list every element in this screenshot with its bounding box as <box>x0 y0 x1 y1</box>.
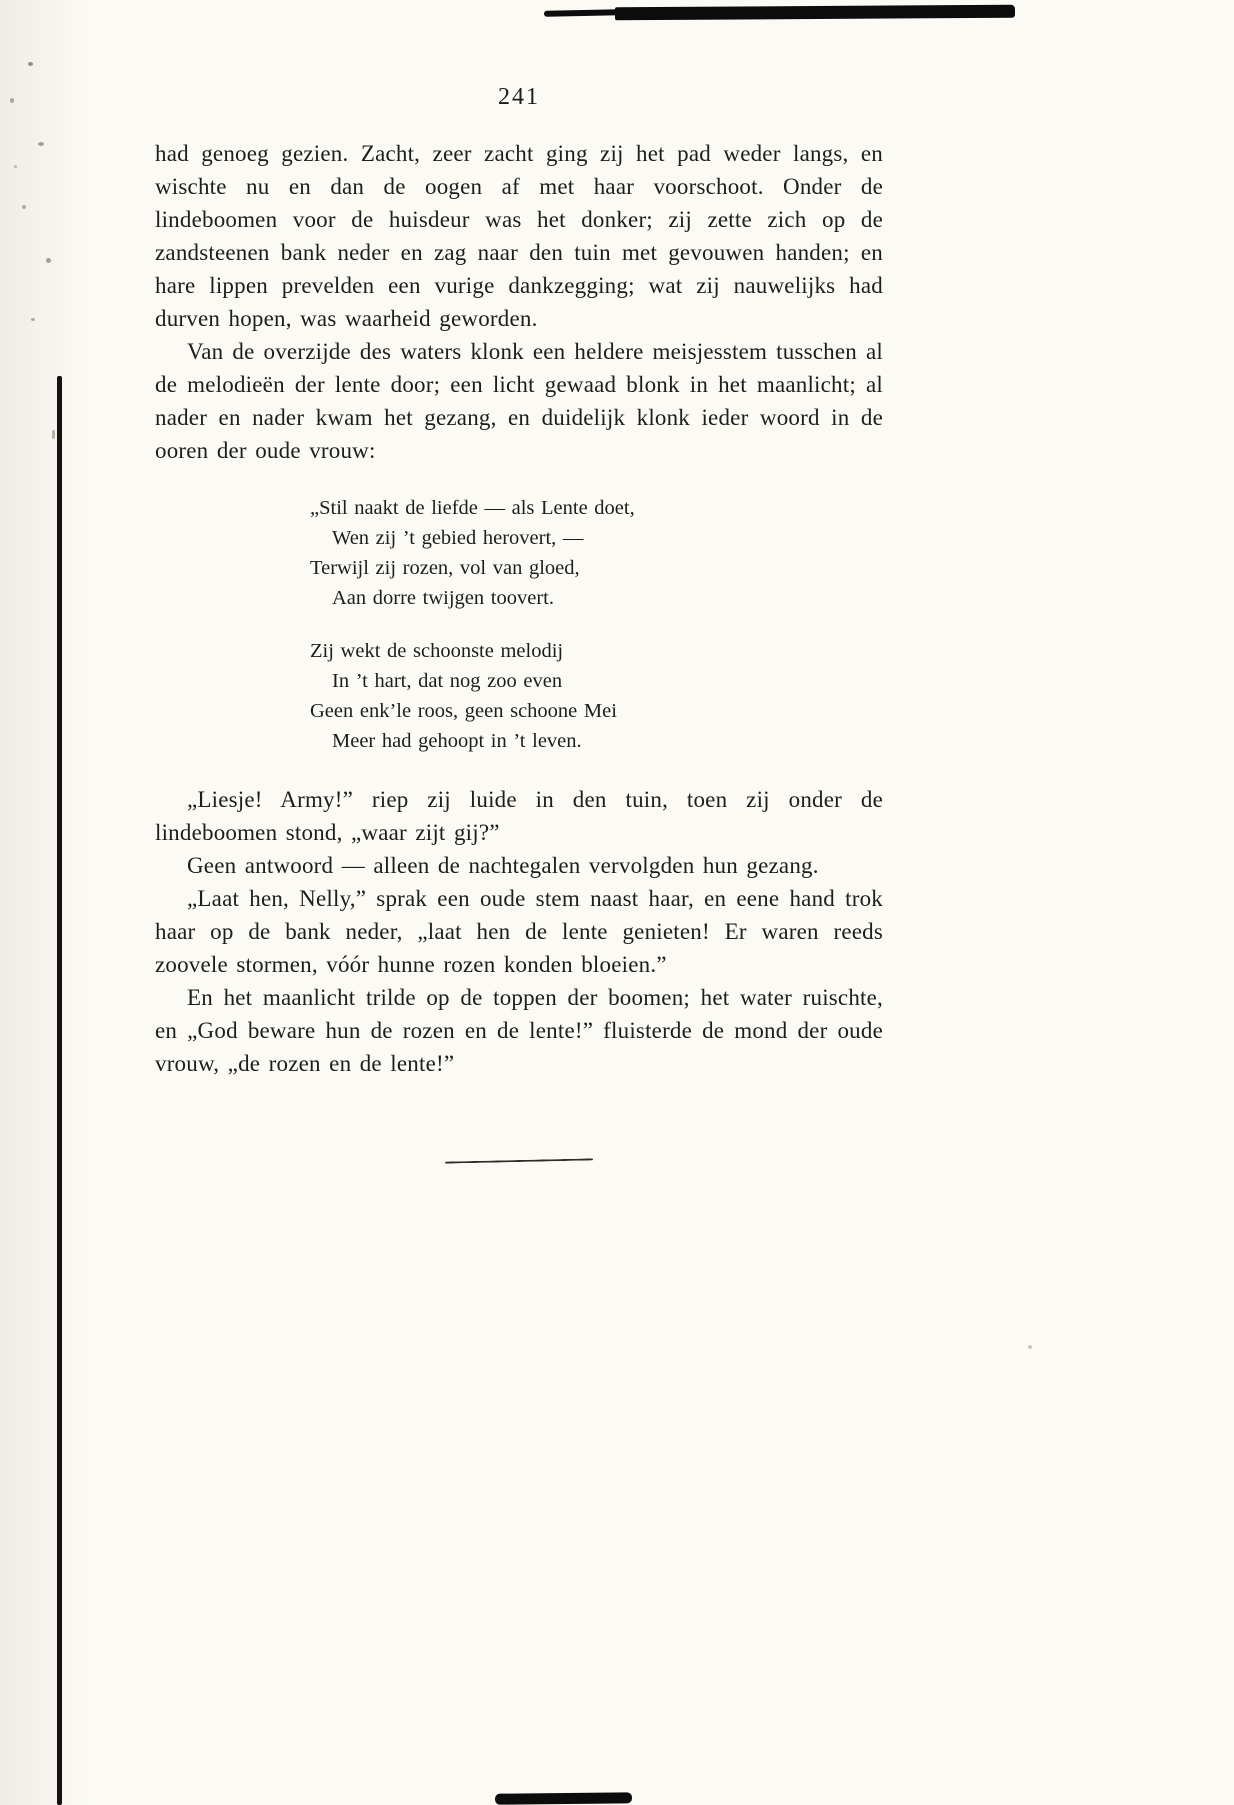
scan-artifact-bottom-smudge <box>495 1792 632 1804</box>
verse-line: Aan dorre twijgen toovert. <box>332 587 554 609</box>
poem-stanza-2 <box>310 636 883 756</box>
scan-speck <box>10 98 14 103</box>
scan-speck <box>52 430 55 439</box>
section-divider <box>445 1158 593 1163</box>
paragraph-4: Geen antwoord — alleen de nachtegalen vervolgden hun gezang. <box>187 853 819 878</box>
scan-artifact-left-edge-line <box>57 376 62 1805</box>
verse-line: Zij wekt de schoonste melodij <box>310 640 564 662</box>
text-block <box>155 84 883 1162</box>
scan-artifact-top-bar <box>615 5 1015 20</box>
verse-line: Wen zij ’t gebied herovert, — <box>332 527 584 549</box>
verse-line: Meer had gehoopt in ’t leven. <box>332 730 582 752</box>
scan-speck <box>31 318 35 321</box>
page-number: 241 <box>498 84 540 110</box>
scan-speck <box>38 142 44 146</box>
paragraph-6: En het maanlicht trilde op de toppen der boomen; het water ruischte, en „God beware hun de rozen en de lente!” fluisterde de mond der oude vrouw, „de rozen en de lente!” <box>155 985 883 1076</box>
paragraph-1: had genoeg gezien. Zacht, zeer zacht ging zij het pad weder langs, en wischte nu en dan de oogen af met haar voorschoot. Onder de lindeboomen voor de huisdeur was het donker; zij zette zich op de zandsteenen bank neder en zag naar den tuin met gevouwen handen; en hare lippen prevelden een vurige dankzegging; wat zij nauwelijks had durven hopen, was waarheid geworden. <box>155 141 883 331</box>
poem-stanza-1 <box>310 493 883 613</box>
paragraph-2: Van de overzijde des waters klonk een heldere meisjesstem tusschen al de melodieën der lente door; een licht gewaad blonk in het maanlicht; al nader en nader kwam het gezang, en duidelijk klonk ieder woord in de ooren der oude vrouw: <box>155 339 883 463</box>
scan-speck <box>28 62 33 66</box>
scan-speck <box>14 165 17 168</box>
verse-line: „Stil naakt de liefde — als Lente doet, <box>310 497 635 519</box>
verse-line: In ’t hart, dat nog zoo even <box>332 670 563 692</box>
scan-artifact-top-bar-tail <box>544 9 622 17</box>
poem <box>310 493 883 756</box>
scan-speck <box>1028 1345 1032 1349</box>
verse-line: Terwijl zij rozen, vol van gloed, <box>310 557 580 579</box>
scan-speck <box>22 205 26 209</box>
verse-line: Geen enk’le roos, geen schoone Mei <box>310 700 617 722</box>
scan-speck <box>46 258 51 263</box>
paragraph-5: „Laat hen, Nelly,” sprak een oude stem naast haar, en eene hand trok haar op de bank neder, „laat hen de lente genieten! Er waren reeds zoovele stormen, vóór hunne rozen konden bloeien.” <box>155 886 883 977</box>
paragraph-3: „Liesje! Army!” riep zij luide in den tuin, toen zij onder de lindeboomen stond, „waar zijt gij?” <box>155 787 883 845</box>
